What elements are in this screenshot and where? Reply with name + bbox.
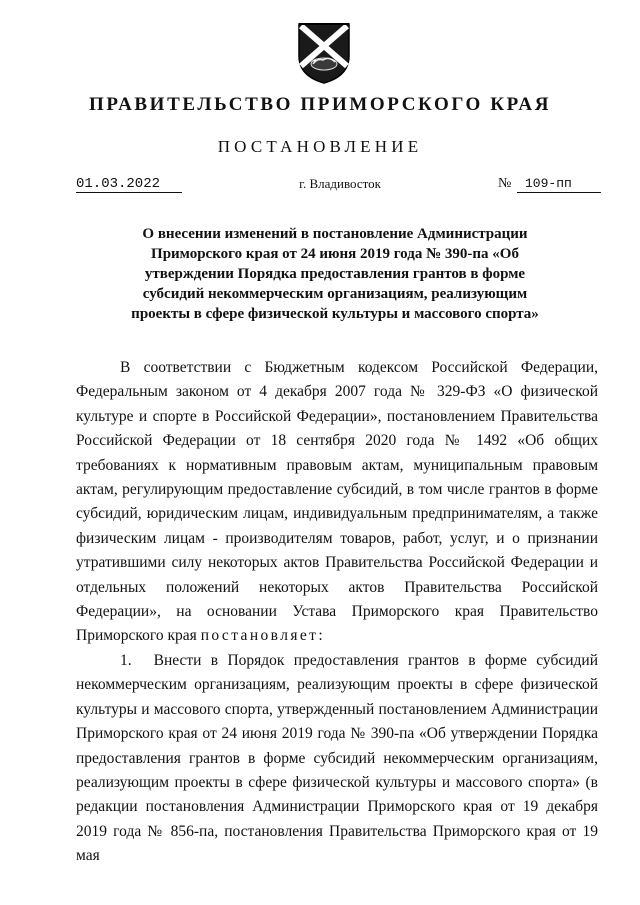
item-1-number: 1. [120,651,132,669]
document-number: 109-пп [517,176,601,193]
item-1-text: Внести в Порядок предоставления грантов в форме субсидий некоммерческим организациям, реализующим проекты в сфере физической культуры и массового спорта, утвержденный постановлением Администрации Приморского края от 24 июня 2019 года № 390-па «Об утверждении Порядка предоставления грантов в форме субсидий некоммерческим организациям, реализующим проекты в сфере физической культуры и массового спорта» (в редакции постановления Администрации Приморского края от 19 декабря 2019 года № 856-па, постановления Правительства Приморского края от 19 мая [76,651,598,865]
document-body [76,356,598,869]
preamble-text: В соответствии с Бюджетным кодексом Российской Федерации, Федеральным законом от 4 декабря 2007 года № 329-ФЗ «О физической культуре и спорте в Российской Федерации», постановлением Правительства Российской Федерации от 18 сентября 2020 года № 1492 «Об общих требованиях к нормативным правовым актам, муниципальным правовым актам, регулирующим предоставление субсидий, в том числе грантов в форме субсидий, юридическим лицам, индивидуальным предпринимателям, а также физическим лицам - производителям товаров, работ, услуг, и о признании утратившими силу некоторых актов Правительства Российской Федерации и отдельных положений некоторых актов Правительства Российской Федерации», на основании Устава Приморского края Правительство Приморского края [76,359,598,645]
government-title: ПРАВИТЕЛЬСТВО ПРИМОРСКОГО КРАЯ [88,94,552,115]
preamble-paragraph [76,356,598,649]
number-label: № [498,176,512,191]
resolves-word: постановляет: [200,627,326,645]
document-subject: О внесении изменений в постановление Администрации Приморского края от 24 июня 2019 года № 390-па «Об утверждении Порядка предоставления грантов в форме субсидий некоммерческим организациям, реализующим проекты в сфере физической культуры и массового спорта» [131,226,539,322]
document-meta [0,176,640,198]
document-date: 01.03.2022 [76,176,182,193]
coat-of-arms-icon [295,20,353,86]
document-city: г. Владивосток [299,176,381,191]
item-1-paragraph [76,649,598,869]
document-type: ПОСТАНОВЛЕНИЕ [217,137,423,156]
